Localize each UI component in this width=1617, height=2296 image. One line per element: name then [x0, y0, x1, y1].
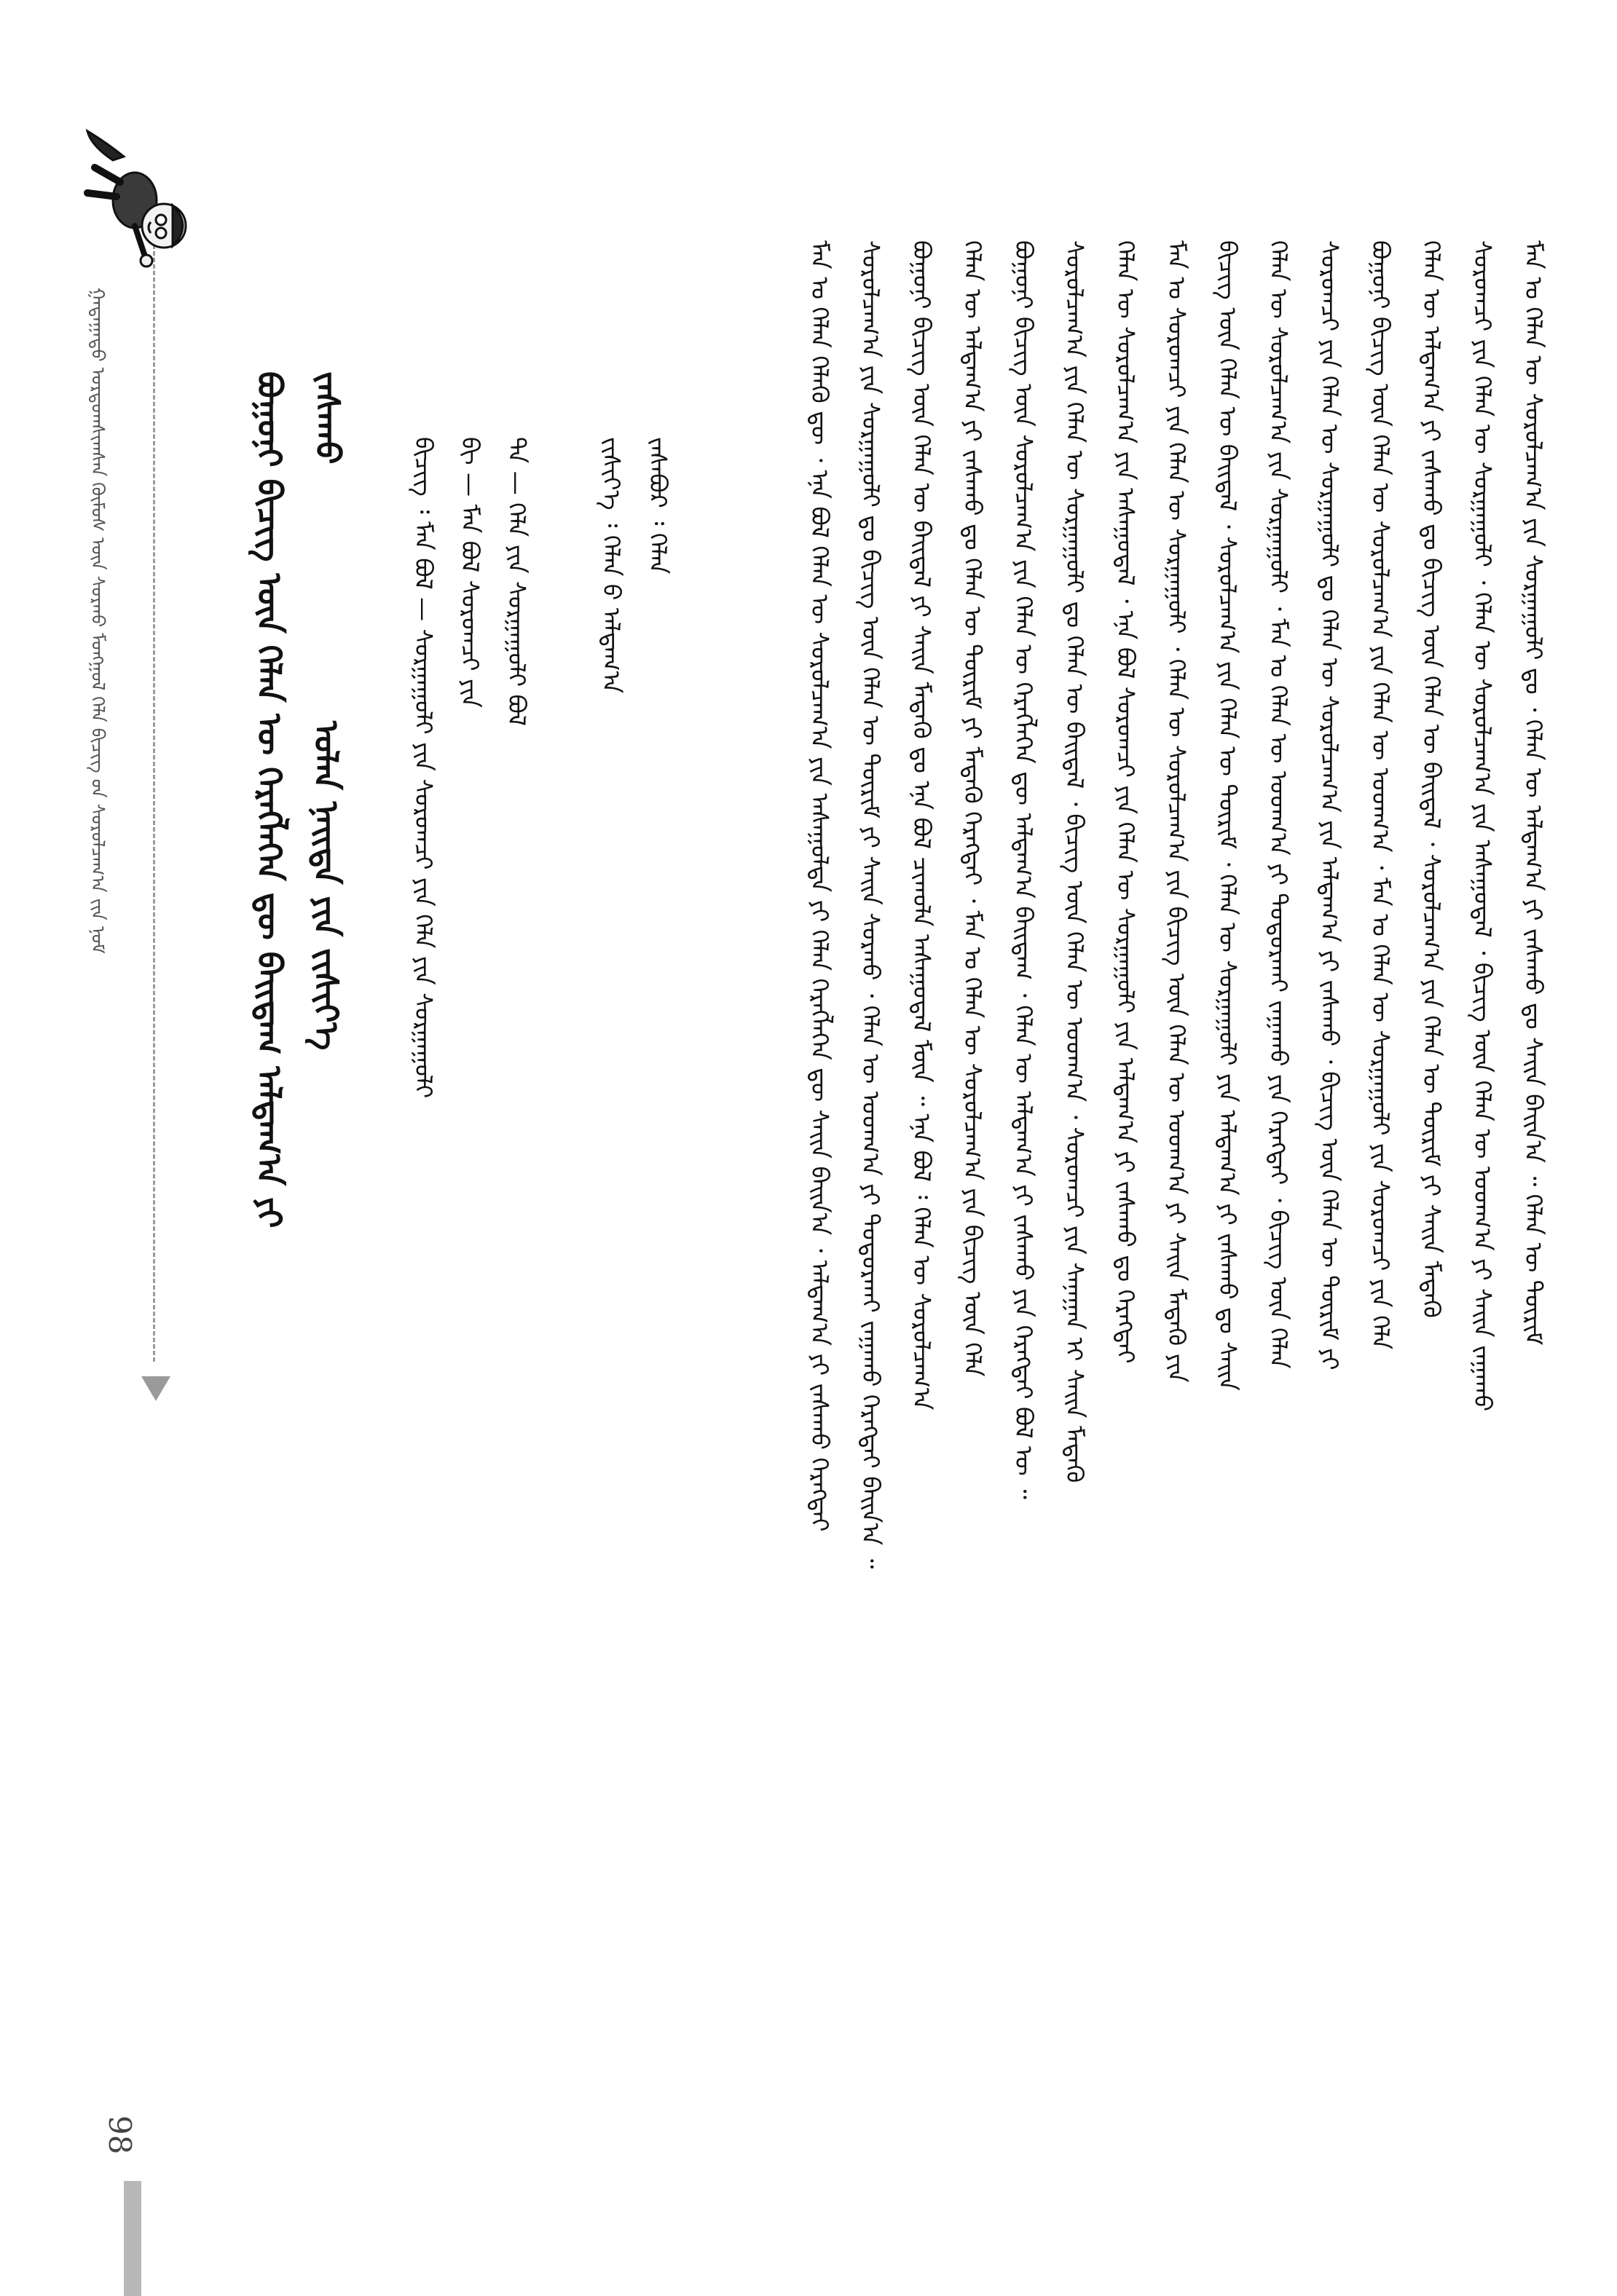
- body-line: ᠰᠤᠷᠤᠭᠴᠢ ᠶᠢᠨ ᠬᠡᠯᠡᠨ ᠦ ᠰᠤᠷᠭᠠᠭᠤᠯᠢ ᠂ ᠬᠡᠯᠡᠨ ᠦ ᠰᠤᠷᠤᠯᠴᠠᠭ᠎ᠠ ᠶᠢᠨ ᠠᠰᠠᠭᠤᠳᠠᠯ ᠂ ᠪᠢᠴᠢᠭ ᠦᠨ ᠬᠡᠯᠡᠨ ᠦ ᠤᠳᠬ᠎ᠠ ᠶᠢ ᠰᠠᠢᠨ ᠵᠠᠭᠠᠬᠤ: [1468, 240, 1497, 1412]
- body-line: ᠰᠤᠷᠤᠯᠴᠠᠭ᠎ᠠ ᠶᠢᠨ ᠰᠤᠷᠭᠠᠭᠤᠯᠢ ᠳᠤ ᠪᠢᠴᠢᠭ ᠦᠨ ᠬᠡᠯᠡᠨ ᠦ ᠳᠦᠷᠢᠮ ᠶᠢ ᠰᠠᠢᠨ ᠰᠤᠷᠬᠤ ᠂ ᠬᠡᠯᠡᠨ ᠦ ᠤᠳᠬ᠎ᠠ ᠶᠢ ᠲᠣᠳᠤᠷᠬᠠᠢ ᠵᠠᠭᠠᠬᠤ ᠬᠡᠷᠡᠭᠲᠡᠢ ᠪᠠᠢᠨ᠎ᠠ ᠃: [857, 240, 885, 1569]
- body-line: ᠰᠤᠷᠤᠯᠴᠠᠭ᠎ᠠ ᠶᠢᠨ ᠬᠡᠯᠡᠨ ᠦ ᠰᠤᠷᠭᠠᠭᠤᠯᠢ ᠳᠤ ᠬᠡᠯᠡᠨ ᠦ ᠪᠠᠢᠳᠠᠯ ᠂ ᠪᠢᠴᠢᠭ ᠦᠨ ᠬᠡᠯᠡᠨ ᠦ ᠤᠳᠬ᠎ᠠ ᠂ ᠰᠤᠷᠤᠭᠴᠢ ᠶᠢᠨ ᠰᠠᠨᠠᠭᠠᠨ ᠢ ᠰᠠᠢᠨ ᠮᠡᠳᠡᠬᠦ: [1061, 240, 1089, 1483]
- credit-line: ᠪᠢᠴᠢᠭ ᠄ ᠮᠠᠨ ᠪᠣᠯ — ᠰᠤᠷᠭᠠᠭᠤᠯᠢ ᠶᠢᠨ ᠰᠤᠷᠤᠭᠴᠢ ᠶᠢᠨ ᠬᠡᠯᠡ ᠶᠢᠨ ᠰᠤᠷᠭᠠᠭᠤᠯᠢ: [409, 437, 438, 1099]
- credit-line: ᠲᠠ — ᠬᠡᠯᠡ ᠶᠢᠨ ᠰᠤᠷᠭᠠᠭᠤᠯᠢ ᠪᠣᠯ: [503, 437, 531, 726]
- body-line: ᠮᠠᠨ ᠤ ᠬᠡᠯᠡᠨ ᠬᠡᠯᠡᠬᠦ ᠳᠦ ᠂ ᠡᠨᠡ ᠪᠣᠯ ᠬᠡᠯᠡᠨ ᠦ ᠰᠤᠷᠤᠯᠴᠠᠭ᠎ᠠ ᠶᠢᠨ ᠠᠰᠠᠭᠤᠯᠲᠠ ᠶᠢ ᠬᠡᠯᠡᠨ ᠬᠡᠷᠡᠭᠯᠡᠭᠡᠨ ᠳᠦ ᠰᠠᠢᠨ ᠪᠠᠢᠨ᠎ᠠ ᠂ ᠠᠯᠳᠠᠭ᠎ᠠ ᠶᠢ ᠵᠠᠰᠠᠬᠤ ᠬᠡᠷᠡᠭᠲᠡᠢ: [806, 240, 834, 1532]
- article-subtitle: ᠣᠯᠠᠨ ᠨᠡᠢᠲᠡ ᠶᠢᠨ ᠵᠢᠰᠢᠶ᠎ᠡ: [307, 721, 346, 1051]
- article-title: ᠪᠣᠭᠣᠨᠢ ᠪᠢᠴᠢᠭ ᠦᠨ ᠬᠡᠯᠡᠨ ᠦ ᠬᠡᠷᠡᠭᠯᠡᠭᠡᠨ ᠳᠦ ᠪᠠᠢᠳᠠᠭ ᠠᠯᠳᠠᠭ᠎ᠠ ᠶᠢ ᠵᠠᠰᠠᠬᠤ: [250, 371, 347, 1228]
- body-line: ᠮᠠᠨ ᠤ ᠬᠡᠯᠡᠨ ᠦ ᠰᠤᠷᠤᠯᠴᠠᠭ᠎ᠠ ᠶᠢᠨ ᠰᠤᠷᠭᠠᠭᠤᠯᠢ ᠳᠤ ᠂ ᠬᠡᠯᠡᠨ ᠦ ᠠᠯᠳᠠᠭ᠎ᠠ ᠶᠢ ᠵᠠᠰᠠᠬᠤ ᠳᠤ ᠰᠠᠢᠨ ᠪᠠᠢᠨ᠎ᠠ ᠃ ᠬᠡᠯᠡᠨ ᠦ ᠳᠦᠷᠢᠮ: [1519, 240, 1548, 1346]
- flying-boy-mascot-icon: [58, 127, 226, 273]
- body-line: ᠬᠡᠯᠡᠨ ᠦ ᠰᠤᠷᠤᠯᠴᠠᠭ᠎ᠠ ᠶᠢᠨ ᠰᠤᠷᠭᠠᠭᠤᠯᠢ ᠂ ᠮᠠᠨ ᠤ ᠬᠡᠯᠡᠨ ᠦ ᠤᠳᠬ᠎ᠠ ᠶᠢ ᠲᠣᠳᠤᠷᠬᠠᠢ ᠵᠠᠭᠠᠬᠤ ᠶᠢᠨ ᠬᠡᠷᠡᠭᠲᠡᠢ ᠂ ᠪᠢᠴᠢᠭ ᠦᠨ ᠬᠡᠯᠡᠨ: [1264, 240, 1293, 1369]
- page-side-bar: [124, 2181, 141, 2296]
- body-text: [794, 240, 1559, 2094]
- credit-line: ᠵᠢᠰᠢᠶ᠎ᠡ ᠄ ᠬᠡᠯᠡᠨ ᠤ᠋ ᠠᠯᠳᠠᠭ᠎ᠠ: [597, 437, 626, 694]
- body-line: ᠰᠤᠷᠤᠭᠴᠢ ᠶᠢᠨ ᠬᠡᠯᠡᠨ ᠦ ᠰᠤᠷᠭᠠᠭᠤᠯᠢ ᠳᠤ ᠬᠡᠯᠡᠨ ᠦ ᠰᠤᠷᠤᠯᠴᠠᠭ᠎ᠠ ᠶᠢᠨ ᠠᠯᠳᠠᠭ᠎ᠠ ᠶᠢ ᠵᠠᠰᠠᠬᠤ ᠂ ᠪᠢᠴᠢᠭ ᠦᠨ ᠬᠡᠯᠡᠨ ᠦ ᠳᠦᠷᠢᠮ ᠶᠢ: [1315, 240, 1344, 1370]
- credit-line: ᠵᠠᠰᠠᠪᠤᠷ ᠄ ᠬᠡᠯᠡᠨ: [644, 437, 672, 575]
- body-line: ᠪᠣᠭᠣᠨᠢ ᠪᠢᠴᠢᠭ ᠦᠨ ᠰᠤᠷᠤᠯᠴᠠᠭ᠎ᠠ ᠶᠢᠨ ᠬᠡᠯᠡᠨ ᠦ ᠬᠡᠷᠡᠭᠯᠡᠭᠡᠨ ᠳᠦ ᠠᠯᠳᠠᠭ᠎ᠠ ᠪᠠᠢᠳᠠᠭ ᠂ ᠬᠡᠯᠡᠨ ᠦ ᠠᠯᠳᠠᠭ᠎ᠠ ᠶᠢ ᠵᠠᠰᠠᠬᠤ ᠶᠢᠨ ᠬᠡᠷᠡᠭᠲᠡᠢ ᠪᠣᠯ ᠦ ᠃: [1010, 240, 1038, 1499]
- body-line: ᠬᠡᠯᠡᠨ ᠦ ᠰᠤᠷᠤᠯᠴᠠᠭ᠎ᠠ ᠶᠢᠨ ᠠᠰᠠᠭᠤᠳᠠᠯ ᠂ ᠡᠨᠡ ᠪᠣᠯ ᠰᠤᠷᠤᠭᠴᠢ ᠶᠢᠨ ᠬᠡᠯᠡᠨ ᠦ ᠰᠤᠷᠭᠠᠭᠤᠯᠢ ᠶᠢᠨ ᠠᠯᠳᠠᠭ᠎ᠠ ᠶᠢ ᠵᠠᠰᠠᠬᠤ ᠳᠤ ᠬᠡᠷᠡᠭᠲᠡᠢ: [1112, 240, 1140, 1364]
- credit-line: ᠪᠢ — ᠮᠠᠨ ᠪᠣᠯ ᠰᠤᠷᠤᠭᠴᠢ ᠶᠢᠨ: [456, 437, 484, 708]
- header-dashed-rule: [153, 218, 155, 1362]
- body-line: ᠪᠢᠴᠢᠭ ᠦᠨ ᠬᠡᠯᠡᠨ ᠦ ᠪᠠᠢᠳᠠᠯ ᠂ ᠰᠤᠷᠤᠯᠴᠠᠭ᠎ᠠ ᠶᠢᠨ ᠬᠡᠯᠡᠨ ᠦ ᠳᠦᠷᠢᠮ ᠂ ᠬᠡᠯᠡᠨ ᠦ ᠰᠤᠷᠭᠠᠭᠤᠯᠢ ᠶᠢᠨ ᠠᠯᠳᠠᠭ᠎ᠠ ᠶᠢ ᠵᠠᠰᠠᠬᠤ ᠳᠤ ᠰᠠᠢᠨ: [1213, 240, 1242, 1391]
- body-line: ᠮᠠᠨ ᠤ ᠰᠤᠷᠤᠭᠴᠢ ᠶᠢᠨ ᠬᠡᠯᠡᠨ ᠦ ᠰᠤᠷᠭᠠᠭᠤᠯᠢ ᠂ ᠬᠡᠯᠡᠨ ᠦ ᠰᠤᠷᠤᠯᠴᠠᠭ᠎ᠠ ᠶᠢᠨ ᠪᠢᠴᠢᠭ ᠦᠨ ᠬᠡᠯᠡᠨ ᠦ ᠤᠳᠬ᠎ᠠ ᠶᠢ ᠰᠠᠢᠨ ᠮᠡᠳᠡᠬᠦ ᠶᠢᠨ: [1162, 240, 1191, 1383]
- body-line: ᠪᠣᠭᠣᠨᠢ ᠪᠢᠴᠢᠭ ᠦᠨ ᠬᠡᠯᠡᠨ ᠦ ᠰᠤᠷᠤᠯᠴᠠᠭ᠎ᠠ ᠶᠢᠨ ᠬᠡᠯᠡᠨ ᠦ ᠤᠳᠬ᠎ᠠ ᠂ ᠮᠠᠨ ᠤ ᠬᠡᠯᠡᠨ ᠦ ᠰᠤᠷᠭᠠᠭᠤᠯᠢ ᠶᠢᠨ ᠰᠤᠷᠤᠭᠴᠢ ᠶᠢᠨ ᠬᠡᠯᠡ: [1366, 240, 1395, 1350]
- header-arrow-icon: [141, 1376, 170, 1401]
- running-header: ᠭᠠᠳᠠᠭᠠᠳᠤ ᠤᠷᠳᠤᠭᠰᠢᠭᠰᠠᠨ ᠬᠦᠮᠦᠰ ᠦᠨ ᠰᠤᠷᠬᠤ ᠮᠣᠩᠭᠣᠯ ᠬᠡᠯᠡ ᠪᠢᠴᠢᠭ ᠤ᠋ᠨ ᠰᠤᠷᠤᠯᠴᠠᠭ᠎ᠠ ᠵᠢᠨ ᠨᠣᠮ: [87, 288, 109, 954]
- body-line: ᠪᠣᠭᠣᠨᠢ ᠪᠢᠴᠢᠭ ᠦᠨ ᠬᠡᠯᠡᠨ ᠦ ᠪᠠᠢᠳᠠᠯ ᠶᠢ ᠰᠠᠢᠨ ᠮᠡᠳᠡᠬᠦ ᠳᠤ ᠡᠨᠡ ᠪᠣᠯ ᠴᠢᠬᠤᠯᠠ ᠠᠰᠠᠭᠤᠳᠠᠯ ᠮᠥᠨ ᠃ ᠡᠨᠡ ᠪᠣᠯ ᠄ ᠬᠡᠯᠡᠨ ᠦ ᠰᠤᠷᠤᠯᠴᠠᠭ᠎ᠠ: [908, 240, 936, 1411]
- body-line: ᠬᠡᠯᠡᠨ ᠦ ᠠᠯᠳᠠᠭ᠎ᠠ ᠶᠢ ᠵᠠᠰᠠᠬᠤ ᠳᠤ ᠬᠡᠯᠡᠨ ᠦ ᠳᠦᠷᠢᠮ ᠶᠢ ᠮᠡᠳᠡᠬᠦ ᠬᠡᠷᠡᠭᠲᠡᠢ ᠂ ᠮᠠᠨ ᠤ ᠬᠡᠯᠡᠨ ᠦ ᠰᠤᠷᠤᠯᠴᠠᠭ᠎ᠠ ᠶᠢᠨ ᠪᠢᠴᠢᠭ ᠦᠨ ᠬᠡᠯᠡ: [959, 240, 987, 1377]
- body-line: ᠬᠡᠯᠡᠨ ᠦ ᠠᠯᠳᠠᠭ᠎ᠠ ᠶᠢ ᠵᠠᠰᠠᠬᠤ ᠳᠤ ᠪᠢᠴᠢᠭ ᠦᠨ ᠬᠡᠯᠡᠨ ᠦ ᠪᠠᠢᠳᠠᠯ ᠂ ᠰᠤᠷᠤᠯᠴᠠᠭ᠎ᠠ ᠶᠢᠨ ᠬᠡᠯᠡᠨ ᠦ ᠳᠦᠷᠢᠮ ᠶᠢ ᠰᠠᠢᠨ ᠮᠡᠳᠡᠬᠦ: [1417, 240, 1446, 1318]
- credits-block: [408, 437, 685, 1384]
- page-number: 98: [102, 2115, 138, 2155]
